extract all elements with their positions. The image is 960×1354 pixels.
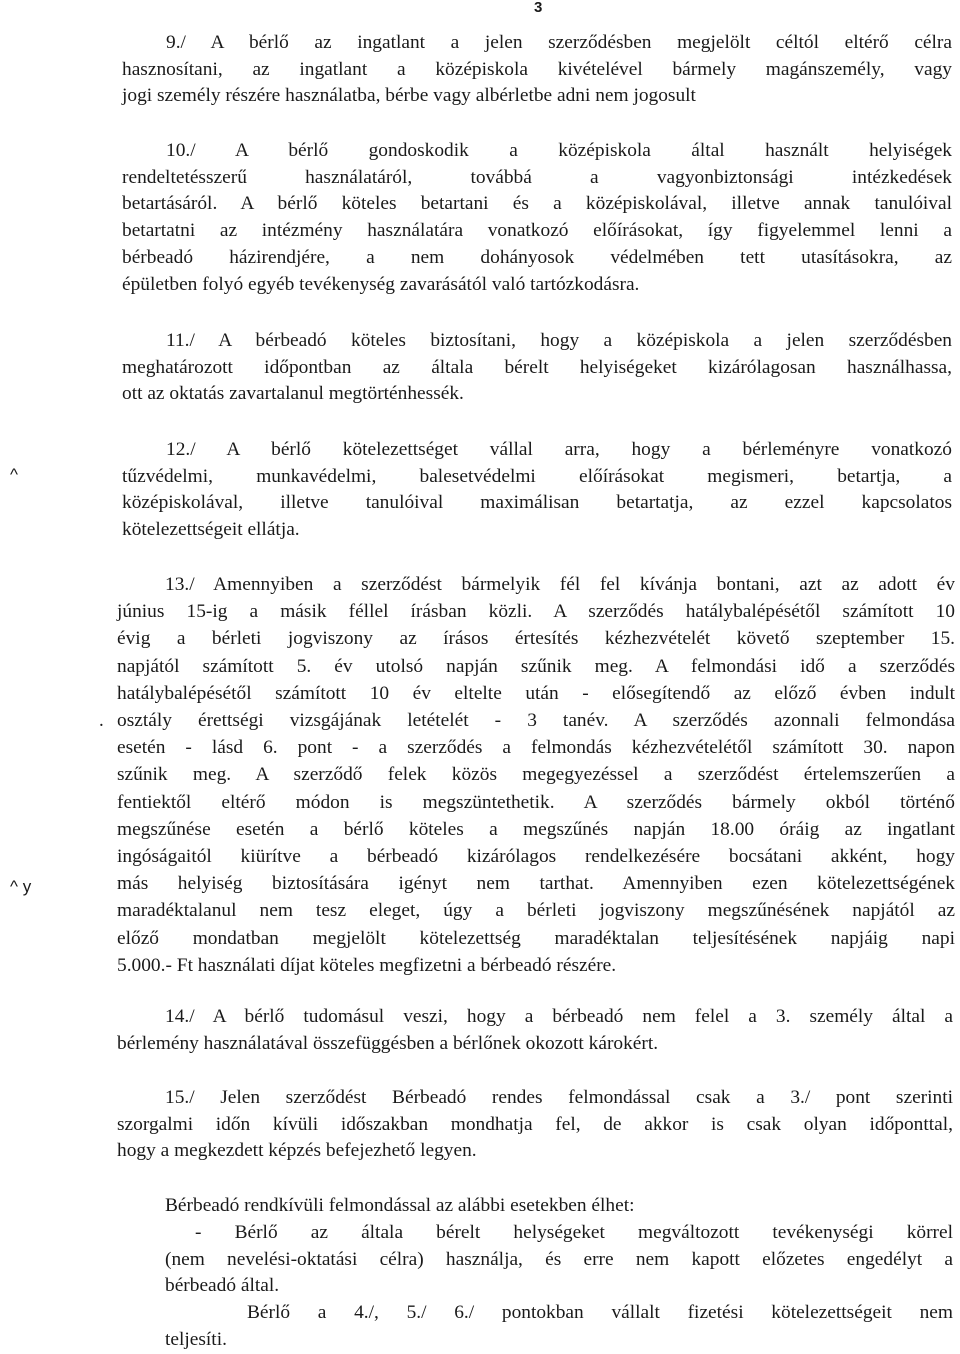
- margin-dot-mark: .: [99, 710, 104, 731]
- paragraph-17-line: (nem nevelési-oktatási célra) használja, és erre nem kapott előzetes engedélyt a: [165, 1248, 953, 1270]
- paragraph-13-line: június 15-ig a másik féllel írásban közli. A szerződés hatálybalépésétől számított 10: [117, 601, 955, 623]
- paragraph-14: [117, 1004, 953, 1057]
- paragraph-18-line: Bérlő a 4./, 5./ 6./ pontokban vállalt fizetési kötelezettségeit nem: [247, 1302, 953, 1323]
- paragraph-14-line: 14./ A bérlő tudomásul veszi, hogy a bérbeadó nem felel a 3. személy által a: [165, 1006, 953, 1027]
- paragraph-17: [165, 1220, 953, 1300]
- paragraph-11-line: meghatározott időpontban az általa bérelt helyiségeket kizárólagosan használhassa,: [122, 356, 952, 378]
- paragraph-18: [165, 1300, 953, 1353]
- paragraph-9-line: jogi személy részére használatba, bérbe vagy albérletbe adni nem jogosult: [122, 85, 696, 107]
- paragraph-17-line: bérbeadó által.: [165, 1275, 280, 1297]
- paragraph-13-line: szűnik meg. A szerződő felek közös megegyezéssel a szerződést értelemszerűen a: [117, 764, 955, 786]
- paragraph-13-line: esetén - lásd 6. pont - a szerződés a felmondás kézhezvételétől számított 30. napon: [117, 737, 955, 759]
- paragraph-10-line: bérbeadó házirendjére, a nem dohányosok védelmében tett utasításokra, az: [122, 246, 952, 268]
- page-number: 3: [534, 0, 543, 16]
- paragraph-13-line: 5.000.- Ft használati díjat köteles megfizetni a bérbeadó részére.: [117, 954, 617, 976]
- paragraph-10: [122, 138, 952, 298]
- paragraph-15-line: 15./ Jelen szerződést Bérbeadó rendes felmondással csak a 3./ pont szerinti: [165, 1087, 953, 1108]
- paragraph-9-line: hasznosítani, az ingatlant a középiskola kivételével bármely magánszemély, vagy: [122, 58, 952, 80]
- paragraph-11-line: ott az oktatás zavartalanul megtörténhessék.: [122, 383, 464, 405]
- paragraph-10-line: betartatni az intézmény használatára vonatkozó előírásokat, így figyelemmel lenni a: [122, 220, 952, 242]
- paragraph-13-line: hatálybalépésétől számított 10 év eltelte után - elősegítendő az előző évben indult: [117, 682, 955, 704]
- paragraph-17-line: - Bérlő az általa bérelt helységeket megváltozott tevékenységi körrel: [195, 1222, 953, 1243]
- paragraph-14-line: bérlemény használatával összefüggésben a bérlőnek okozott károkért.: [117, 1032, 659, 1054]
- paragraph-15-line: szorgalmi időn kívüli időszakban mondhatja fel, de akkor is csak olyan időponttal,: [117, 1113, 953, 1135]
- paragraph-13-line: más helyiség biztosítására igényt nem tarthat. Amennyiben ezen kötelezettségének: [117, 873, 955, 895]
- margin-caret-y-mark: ^ y: [10, 877, 32, 896]
- paragraph-12-line: középiskolával, illetve tanulóival maximálisan betartatja, az ezzel kapcsolatos: [122, 492, 952, 514]
- paragraph-12-line: 12./ A bérlő kötelezettséget vállal arra, hogy a bérleményre vonatkozó: [166, 439, 952, 460]
- paragraph-13-line: napjától számított 5. év utolsó napján szűnik meg. A felmondási idő a szerződés: [117, 655, 955, 677]
- paragraph-11: [122, 328, 952, 408]
- paragraph-10-line: rendeltetésszerű használatáról, továbbá a vagyonbiztonsági intézkedések: [122, 166, 952, 188]
- paragraph-18-line: teljesíti.: [165, 1328, 227, 1350]
- paragraph-9-line: 9./ A bérlő az ingatlant a jelen szerződésben megjelölt céltól eltérő célra: [166, 32, 952, 53]
- paragraph-13-line: megszűnése esetén a bérlő köteles a megszűnés napján 18.00 óráig az ingatlant: [117, 818, 955, 840]
- paragraph-12: [122, 437, 952, 544]
- paragraph-12-line: tűzvédelmi, munkavédelmi, balesetvédelmi előírásokat megismeri, betartja, a: [122, 465, 952, 487]
- paragraph-13: [117, 571, 955, 979]
- paragraph-10-line: betartásáról. A bérlő köteles betartani és a középiskolával, illetve annak tanulóival: [122, 193, 952, 215]
- paragraph-15: [117, 1085, 953, 1165]
- paragraph-13-line: évig a bérleti jogviszony az írásos értesítés kézhezvételét követő szeptember 15.: [117, 628, 955, 650]
- paragraph-11-line: 11./ A bérbeadó köteles biztosítani, hogy a középiskola a jelen szerződésben: [166, 330, 952, 351]
- paragraph-13-line: előző mondatban megjelölt kötelezettség maradéktalan teljesítésének napjáig napi: [117, 927, 955, 949]
- paragraph-13-line: maradéktalanul nem tesz eleget, úgy a bérleti jogviszony megszűnésének napjától az: [117, 900, 955, 922]
- paragraph-16: [165, 1193, 955, 1220]
- paragraph-13-line: 13./ Amennyiben a szerződést bármelyik fél fel kívánja bontani, azt az adott év: [165, 574, 955, 595]
- paragraph-13-line: osztály érettségi vizsgájának letételét - 3 tanév. A szerződés azonnali felmondása: [117, 710, 955, 732]
- paragraph-15-line: hogy a megkezdett képzés befejezhető legyen.: [117, 1140, 477, 1162]
- paragraph-16-line: Bérbeadó rendkívüli felmondással az alábbi esetekben élhet:: [165, 1195, 635, 1216]
- paragraph-9: [122, 30, 952, 110]
- paragraph-13-line: ingóságaitól kiürítve a bérbeadó kizárólagos rendelkezésére bocsátani akként, hogy: [117, 846, 955, 868]
- paragraph-13-line: fentiektől eltérő módon is megszüntethetik. A szerződés bármely okból történő: [117, 791, 955, 813]
- paragraph-10-line: épületben folyó egyéb tevékenység zavarásától való tartózkodásra.: [122, 273, 640, 295]
- margin-caret-mark: ^: [10, 465, 18, 484]
- paragraph-10-line: 10./ A bérlő gondoskodik a középiskola által használt helyiségek: [166, 140, 952, 161]
- paragraph-12-line: kötelezettségeit ellátja.: [122, 519, 300, 541]
